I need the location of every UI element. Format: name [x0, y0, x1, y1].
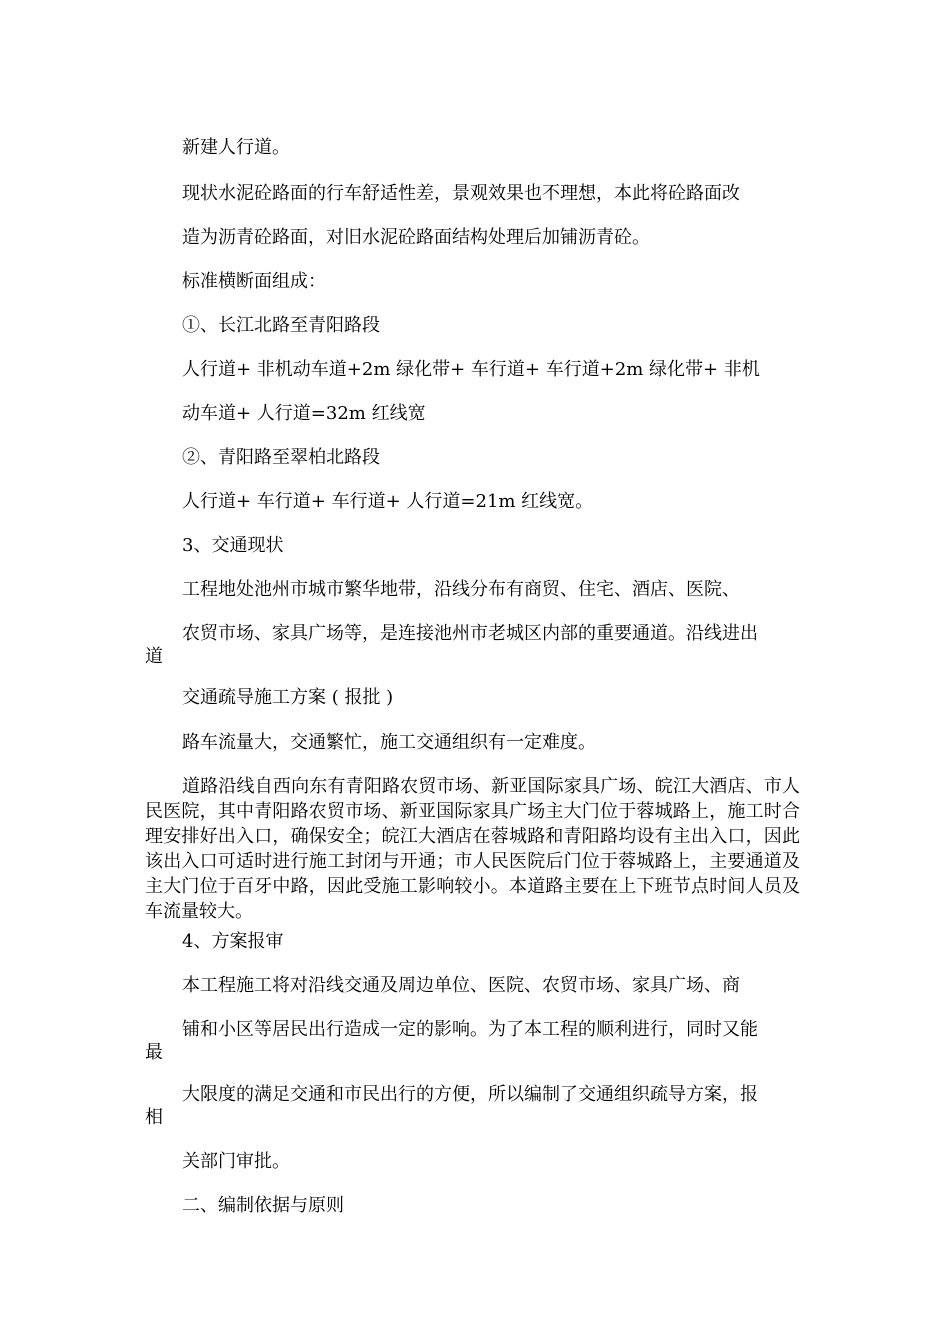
text-line: 现状水泥砼路面的行车舒适性差，景观效果也不理想，本此将砼路面改 — [182, 183, 740, 204]
text-line: 新建人行道。 — [182, 137, 290, 158]
text-line: 铺和小区等居民出行造成一定的影响。为了本工程的顺利进行，同时又能 — [182, 1019, 758, 1040]
text-line: 工程地处池州市城市繁华地带，沿线分布有商贸、住宅、酒店、医院、 — [182, 579, 740, 600]
wrapped-character: 道 — [145, 646, 163, 667]
wrapped-character: 最 — [145, 1042, 163, 1063]
text-line: 关部门审批。 — [182, 1151, 290, 1172]
text-line: 人行道+ 非机动车道+2m 绿化带+ 车行道+ 车行道+2m 绿化带+ 非机 — [182, 359, 760, 380]
wrapped-character: 相 — [145, 1107, 163, 1128]
text-line: 标准横断面组成： — [182, 271, 326, 292]
text-line: 造为沥青砼路面，对旧水泥砼路面结构处理后加铺沥青砼。 — [182, 227, 650, 248]
text-line: 路车流量大，交通繁忙，施工交通组织有一定难度。 — [182, 732, 596, 753]
text-line: 大限度的满足交通和市民出行的方便，所以编制了交通组织疏导方案，报 — [182, 1084, 758, 1105]
text-line: 动车道+ 人行道=32m 红线宽 — [182, 403, 426, 424]
section-heading: 3、交通现状 — [182, 535, 284, 556]
body-paragraph: 道路沿线自西向东有青阳路农贸市场、新亚国际家具广场、皖江大酒店、市人民医院，其中青阳路农贸市场、新亚国际家具广场主大门位于蓉城路上，施工时合理安排好出入口，确保安全；皖江大酒店在蓉城路和青阳路均设有主出入口，因此该出入口可适时进行施工封闭与开通；市人民医院后门位于蓉城路上，主要通道及主大门位于百牙中路，因此受施工影响较小。本道路主要在上下班节点时间人员及车流量较大。 — [145, 776, 800, 922]
text-line: 农贸市场、家具广场等，是连接池州市老城区内部的重要通道。沿线进出 — [182, 623, 758, 644]
running-header: 交通疏导施工方案 ( 报批 ) — [182, 687, 394, 708]
section-heading: 二、编制依据与原则 — [182, 1195, 344, 1216]
section-heading: ①、长江北路至青阳路段 — [182, 315, 380, 336]
section-heading: ②、青阳路至翠柏北路段 — [182, 447, 380, 468]
section-heading: 4、方案报审 — [182, 931, 284, 952]
text-line: 人行道+ 车行道+ 车行道+ 人行道=21m 红线宽。 — [182, 491, 594, 512]
text-line: 本工程施工将对沿线交通及周边单位、医院、农贸市场、家具广场、商 — [182, 975, 740, 996]
